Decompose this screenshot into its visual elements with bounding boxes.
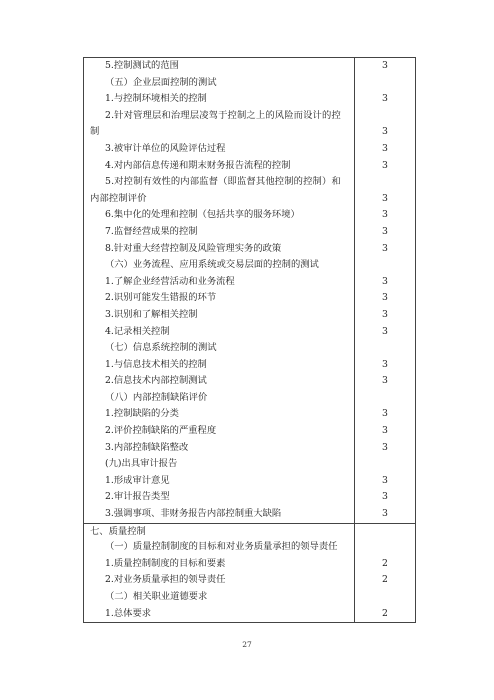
table-row [84,108,415,141]
topic-cell: 2.对业务质量承担的领导责任 [84,572,355,589]
level-cell: 3 [382,325,388,337]
level-cell: 3 [382,441,388,453]
table-row [84,489,415,506]
level-cell: 3 [382,275,388,287]
table-row [84,473,415,490]
topic-cell: 8.针对重大经营控制及风险管理实务的政策 [84,241,355,258]
level-cell [355,539,415,556]
topic-cell: 2.审计报告类型 [84,489,355,506]
section-heading: （一）质量控制制度的目标和对业务质量承担的领导责任 [84,539,355,556]
level-cell: 3 [382,358,388,370]
level-cell: 2 [382,557,388,569]
topic-cell: 2.评价控制缺陷的严重程度 [84,423,355,440]
topic-cell: 3.内部控制缺陷整改 [84,440,355,457]
topic-cell: 1.质量控制制度的目标和要素 [84,556,355,573]
level-cell: 2 [382,574,388,586]
level-cell: 3 [382,159,388,171]
topic-cell: 2.针对管理层和治理层凌驾于控制之上的风险而设计的控制 [84,108,355,141]
table-row [84,224,415,241]
level-cell: 3 [382,192,388,204]
topic-cell: 3.强调事项、非财务报告内部控制重大缺陷 [84,506,355,523]
level-cell: 3 [382,474,388,486]
table-row [84,274,415,291]
table-row [84,207,415,224]
level-cell [355,257,415,274]
level-cell [355,340,415,357]
table-row [84,141,415,158]
table-row [84,174,415,207]
topic-cell: 1.了解企业经营活动和业务流程 [84,274,355,291]
topic-cell: 1.与控制环境相关的控制 [84,91,355,108]
table-row [84,456,415,473]
level-cell: 3 [382,93,388,105]
table-row [84,539,415,556]
table-row [84,406,415,423]
table-row [84,290,415,307]
level-cell: 3 [382,308,388,320]
level-cell: 3 [382,225,388,237]
syllabus-table [83,57,416,623]
level-cell: 3 [382,491,388,503]
section-heading: （七）信息系统控制的测试 [84,340,355,357]
table-row [84,440,415,457]
level-cell: 3 [382,242,388,254]
table-row [84,506,415,523]
level-cell: 3 [382,408,388,420]
table-row [84,158,415,175]
table-row [84,572,415,589]
table-row [84,340,415,357]
topic-cell: 1.与信息技术相关的控制 [84,357,355,374]
level-cell: 3 [382,60,388,71]
topic-cell: 3.识别和了解相关控制 [84,307,355,324]
topic-cell: 1.控制缺陷的分类 [84,406,355,423]
table-row [84,373,415,390]
level-cell [355,456,415,473]
topic-cell: 4.对内部信息传递和期末财务报告流程的控制 [84,158,355,175]
table-row [84,91,415,108]
table-row [84,357,415,374]
level-cell [355,390,415,407]
level-cell: 3 [382,292,388,304]
level-cell [355,524,415,540]
topic-cell: 7.监督经营成果的控制 [84,224,355,241]
topic-cell: 2.识别可能发生错报的环节 [84,290,355,307]
topic-cell: 4.记录相关控制 [84,324,355,341]
table-row [84,606,415,623]
table-row [84,58,415,75]
table-row [84,523,415,540]
level-cell: 2 [382,607,388,619]
section-heading: （六）业务流程、应用系统或交易层面的控制的测试 [84,257,355,274]
topic-cell: 3.被审计单位的风险评估过程 [84,141,355,158]
topic-cell: 2.信息技术内部控制测试 [84,373,355,390]
level-cell: 3 [382,126,388,138]
topic-cell: 5.对控制有效性的内部监督（即监督其他控制的控制）和内部控制评价 [84,174,355,207]
level-cell: 3 [382,508,388,520]
table-row [84,324,415,341]
table-row [84,556,415,573]
level-cell: 3 [382,425,388,437]
table-row [84,257,415,274]
section-heading: （八）内部控制缺陷评价 [84,390,355,407]
table-row [84,241,415,258]
topic-cell: 6.集中化的处理和控制（包括共享的服务环境） [84,207,355,224]
topic-cell: 5.控制测试的范围 [84,58,355,75]
level-cell [355,589,415,606]
section-heading: (九)出具审计报告 [84,456,355,473]
level-cell: 3 [382,209,388,221]
level-cell: 3 [382,375,388,387]
topic-cell: 1.形成审计意见 [84,473,355,490]
section-heading: （二）相关职业道德要求 [84,589,355,606]
table-row [84,423,415,440]
chapter-heading: 七、质量控制 [84,524,355,540]
table-row [84,589,415,606]
table-row [84,307,415,324]
table-row [84,390,415,407]
level-cell [355,75,415,92]
section-heading: （五）企业层面控制的测试 [84,75,355,92]
table-row [84,75,415,92]
topic-cell: 1.总体要求 [84,606,355,623]
page-number: 27 [242,640,252,649]
level-cell: 3 [382,142,388,154]
